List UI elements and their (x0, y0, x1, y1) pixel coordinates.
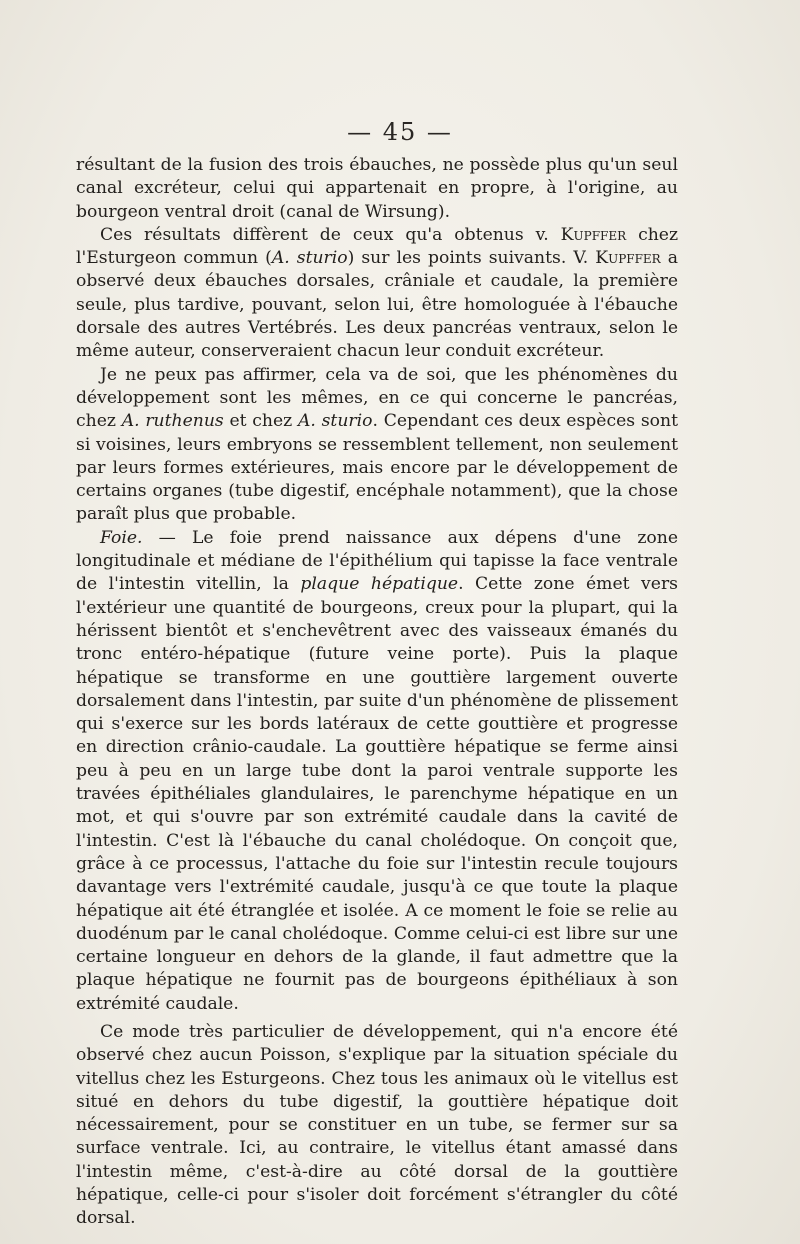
section-heading: Foie. (100, 527, 143, 548)
text-run: Ces résultats diffèrent de ceux qu'a obtenus v. (100, 224, 561, 245)
text-run: et chez (223, 411, 298, 432)
text-run: a observé deux ébauches dorsales, crâniale et caudale, la première seule, plus tardive, pouvant, selon lui, être homologuée à l'ébauche dorsale des autres Vertébrés. Les deux pancréas ventraux, selon le même auteur, conserveraient chacun leur conduit excréteur. (76, 248, 678, 362)
text-run: . Cette zone émet vers l'extérieur une quantité de bourgeons, creux pour la plupart, qui la hérissent bientôt et s'enchevêtrent avec des vaisseaux émanés du tronc entéro-hépatique (future veine porte). Puis la plaque hépatique se transforme en une gouttière largement ouverte dorsalement dans l'intestin, par suite d'un phénomène de plissement qui s'exerce sur les bords latéraux de cette gouttière et progresse en direction crânio-caudale. La gouttière hépatique se ferme ainsi peu à peu en un large tube dont la paroi ventrale supporte les travées épithéliales glandulaires, le parenchyme hépatique en un mot, et qui s'ouvre par son extrémité caudale dans la cavité de l'intestin. C'est là l'ébauche du canal cholédoque. On conçoit que, grâce à ce processus, l'attache du foie sur l'intestin recule toujours davantage vers l'extrémité caudale, jusqu'à ce que toute la plaque hépatique ait été étranglée et isolée. A ce moment le foie se relie au duodénum par le canal cholédoque. Comme celui-ci est libre sur une certaine longueur en dehors de la glande, il faut admettre que la plaque hépatique ne fournit pas de bourgeons épithéliaux à son extrémité caudale. (76, 574, 678, 1014)
page-number: — 45 — (347, 118, 453, 146)
species-name: A. sturio (271, 248, 348, 269)
term: plaque hépatique (300, 574, 459, 595)
text-run: . Cependant ces deux espèces sont si voisines, leurs embryons se ressemblent tellement, non seulement par leurs formes extérieures, mais encore par le développement de certains organes (tube digestif, encéphale notamment), que la chose paraît plus que probable. (76, 411, 678, 525)
text-run: — Le foie prend naissance aux dépens d'une zone longitudinale et médiane de l'épithélium qui tapisse la face ventrale de l'intestin vitellin, la (76, 527, 678, 595)
paragraph-5: Ce mode très particulier de développement, qui n'a encore été observé chez aucun Poisson, s'explique par la situation spéciale du vitellus chez les Esturgeons. Chez tous les animaux où le vitellus est situé en dehors du tube digestif, la gouttière hépatique doit nécessairement, pour se constituer en un tube, se fermer sur sa surface ventrale. Ici, au contraire, le vitellus étant amassé dans l'intestin même, c'est-à-dire au côté dorsal de la gouttière hépatique, celle-ci pour s'isoler doit forcément s'étrangler du côté dorsal. (76, 1021, 678, 1229)
text-run: chez l'Esturgeon commun ( (76, 224, 678, 269)
text-run: ) sur les points suivants. V. (347, 248, 596, 269)
paragraph-1: résultant de la fusion des trois ébauches, ne possède plus qu'un seul canal excréteur, celui qui appartenait en propre, à l'origine, au bourgeon ventral droit (canal de Wirsung). (76, 155, 678, 222)
text-run: Je ne peux pas affirmer, cela va de soi, que les phénomènes du développement sont les mêmes, en ce qui concerne le pancréas, chez (76, 364, 678, 432)
species-name: A. ruthenus (121, 411, 224, 432)
author-name: Kupffer (595, 248, 661, 269)
paragraph-4 (76, 527, 678, 1016)
author-name: Kupffer (560, 224, 627, 245)
body-text (76, 154, 678, 1231)
paragraph-2 (76, 224, 678, 364)
paragraph-3 (76, 364, 678, 527)
species-name: A. sturio (297, 411, 373, 432)
